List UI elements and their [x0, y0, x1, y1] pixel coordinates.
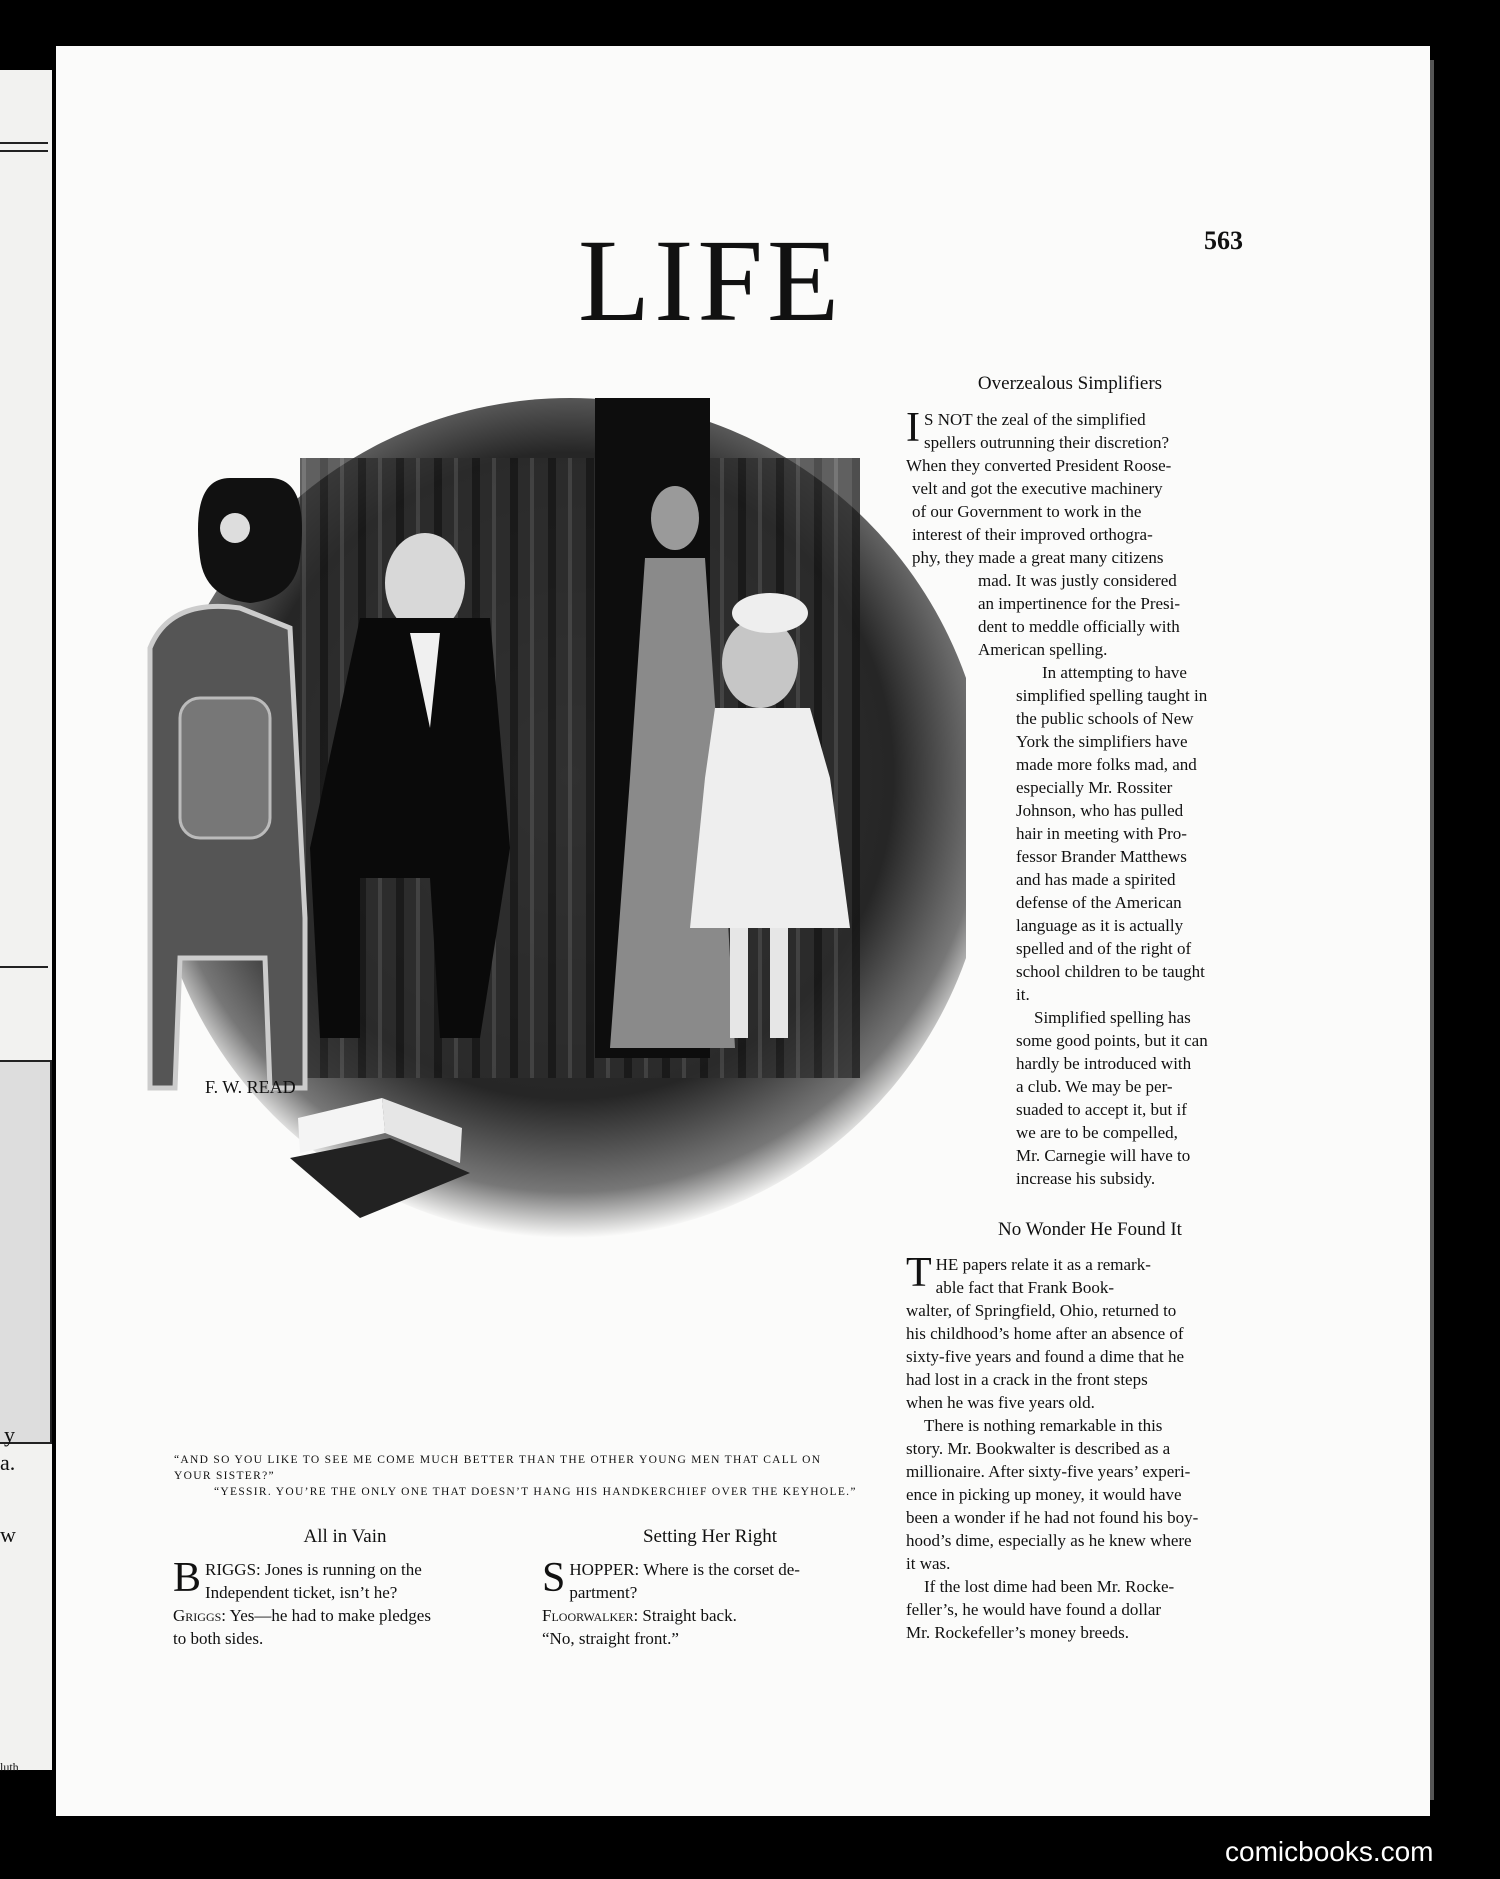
article-title: Setting Her Right: [642, 1526, 778, 1547]
text-line: been a wonder if he had not found his boy-: [906, 1508, 1199, 1527]
text-line: partment?: [569, 1583, 638, 1602]
text-line: defense of the American: [1016, 893, 1182, 912]
text-line: walter, of Springfield, Ohio, returned to: [906, 1301, 1177, 1320]
article-title: Overzealous Simplifiers: [977, 373, 1163, 394]
article-title: All in Vain: [303, 1526, 387, 1547]
article-body: [542, 1555, 882, 1650]
adjacent-text-fragment: a.: [0, 1450, 16, 1475]
text-line: Johnson, who has pulled: [1016, 801, 1184, 820]
adjacent-illustration: [0, 1060, 52, 1444]
text-line: sixty-five years and found a dime that he: [906, 1347, 1185, 1366]
text-line: : Yes—he had to make pledges: [221, 1606, 431, 1625]
text-line: language as it is actually: [1016, 916, 1184, 935]
drop-cap: S: [542, 1555, 566, 1601]
text-line: interest of their improved orthogra-: [912, 525, 1153, 544]
text-line: hair in meeting with Pro-: [1016, 824, 1187, 843]
drop-cap: B: [173, 1555, 202, 1601]
text-line: it.: [1016, 985, 1030, 1004]
text-line: S NOT the zeal of the simplified: [924, 410, 1146, 429]
text-line: HE papers relate it as a remark-: [935, 1255, 1151, 1274]
text-line: a club. We may be per-: [1016, 1077, 1173, 1096]
article-title: No Wonder He Found It: [998, 1219, 1182, 1240]
divider: [0, 142, 48, 144]
artist-signature: F. W. READ: [205, 1077, 296, 1097]
text-line: Simplified spelling has: [1034, 1008, 1191, 1027]
text-line: American spelling.: [978, 640, 1108, 659]
illustration: [130, 398, 966, 1438]
adjacent-text-fragment: w: [0, 1522, 16, 1547]
text-line: it was.: [906, 1554, 951, 1573]
text-line: spellers outrunning their discretion?: [924, 433, 1170, 452]
text-line: spelled and of the right of: [1016, 939, 1192, 958]
text-line: increase his subsidy.: [1016, 1169, 1156, 1188]
text-line: hood’s dime, especially as he knew where: [906, 1531, 1192, 1550]
page-number: 563: [1204, 226, 1243, 255]
text-line: phy, they made a great many citizens: [912, 548, 1164, 567]
caption-line: YOUR SISTER?”: [174, 1470, 275, 1482]
drop-cap: I: [906, 405, 920, 451]
text-line: his childhood’s home after an absence of: [906, 1324, 1184, 1343]
speaker-name: Floorwalker: [542, 1606, 634, 1625]
text-line: the public schools of New: [1016, 709, 1194, 728]
text-line: to both sides.: [173, 1629, 264, 1648]
text-line: When they converted President Roose-: [906, 456, 1172, 475]
text-line: Mr. Carnegie will have to: [1016, 1146, 1191, 1165]
girl-leg: [770, 928, 788, 1038]
text-line: Mr. Rockefeller’s money breeds.: [906, 1623, 1129, 1642]
speaker-name: Griggs: [173, 1606, 222, 1625]
girl-hair-bow: [732, 593, 808, 633]
text-line: RIGGS: Jones is running on the: [205, 1560, 422, 1579]
text-line: fessor Brander Matthews: [1016, 847, 1187, 866]
adjacent-text-fragment: y: [4, 1422, 15, 1447]
text-line: In attempting to have: [1042, 663, 1187, 682]
girl-leg: [730, 928, 748, 1038]
adjacent-page-edge: [0, 70, 52, 1774]
text-line: feller’s, he would have found a dollar: [906, 1600, 1162, 1619]
text-line: when he was five years old.: [906, 1393, 1095, 1412]
text-line: we are to be compelled,: [1016, 1123, 1178, 1142]
text-line: dent to meddle officially with: [978, 617, 1180, 636]
divider: [0, 966, 48, 968]
text-line: If the lost dime had been Mr. Rocke-: [924, 1577, 1175, 1596]
text-line: “No, straight front.”: [542, 1629, 679, 1648]
text-line: had lost in a crack in the front steps: [906, 1370, 1148, 1389]
masthead-title: LIFE: [578, 215, 844, 346]
text-line: hardly be introduced with: [1016, 1054, 1192, 1073]
vase: [198, 478, 302, 603]
text-line: simplified spelling taught in: [1016, 686, 1208, 705]
page-edge: [1430, 60, 1434, 1800]
caption-line: “YESSIR. YOU’RE THE ONLY ONE THAT DOESN’T HANG HIS HANDKERCHIEF OVER THE KEYHOLE.”: [214, 1486, 857, 1498]
text-line: especially Mr. Rossiter: [1016, 778, 1173, 797]
illustration-caption: [174, 1452, 874, 1500]
article-body: [173, 1555, 515, 1650]
text-line: able fact that Frank Book-: [935, 1278, 1115, 1297]
text-line: made more folks mad, and: [1016, 755, 1197, 774]
text-line: velt and got the executive machinery: [912, 479, 1163, 498]
article-body: [906, 405, 1252, 1190]
text-line: Independent ticket, isn’t he?: [205, 1583, 398, 1602]
text-line: millionaire. After sixty-five years’ experi-: [906, 1462, 1191, 1481]
text-line: mad. It was justly considered: [978, 571, 1177, 590]
caption-line: “AND SO YOU LIKE TO SEE ME COME MUCH BETTER THAN THE OTHER YOUNG MEN THAT CALL ON: [174, 1454, 822, 1466]
woman-head: [651, 486, 699, 550]
article-body: [906, 1250, 1252, 1644]
armchair-back: [180, 698, 270, 838]
text-line: York the simplifiers have: [1016, 732, 1188, 751]
adjacent-text-fragment: luth: [0, 1760, 19, 1774]
text-line: and has made a spirited: [1016, 870, 1176, 889]
text-line: story. Mr. Bookwalter is described as a: [906, 1439, 1171, 1458]
watermark: comicbooks.com: [1225, 1836, 1434, 1867]
text-line: ence in picking up money, it would have: [906, 1485, 1182, 1504]
text-line: of our Government to work in the: [912, 502, 1142, 521]
text-line: There is nothing remarkable in this: [924, 1416, 1163, 1435]
text-line: an impertinence for the Presi-: [978, 594, 1181, 613]
text-line: : Straight back.: [633, 1606, 737, 1625]
divider: [0, 150, 48, 152]
text-line: HOPPER: Where is the corset de-: [569, 1560, 800, 1579]
text-line: suaded to accept it, but if: [1016, 1100, 1187, 1119]
text-line: school children to be taught: [1016, 962, 1205, 981]
vase-flower: [220, 513, 250, 543]
text-line: some good points, but it can: [1016, 1031, 1208, 1050]
drop-cap: T: [906, 1250, 932, 1296]
